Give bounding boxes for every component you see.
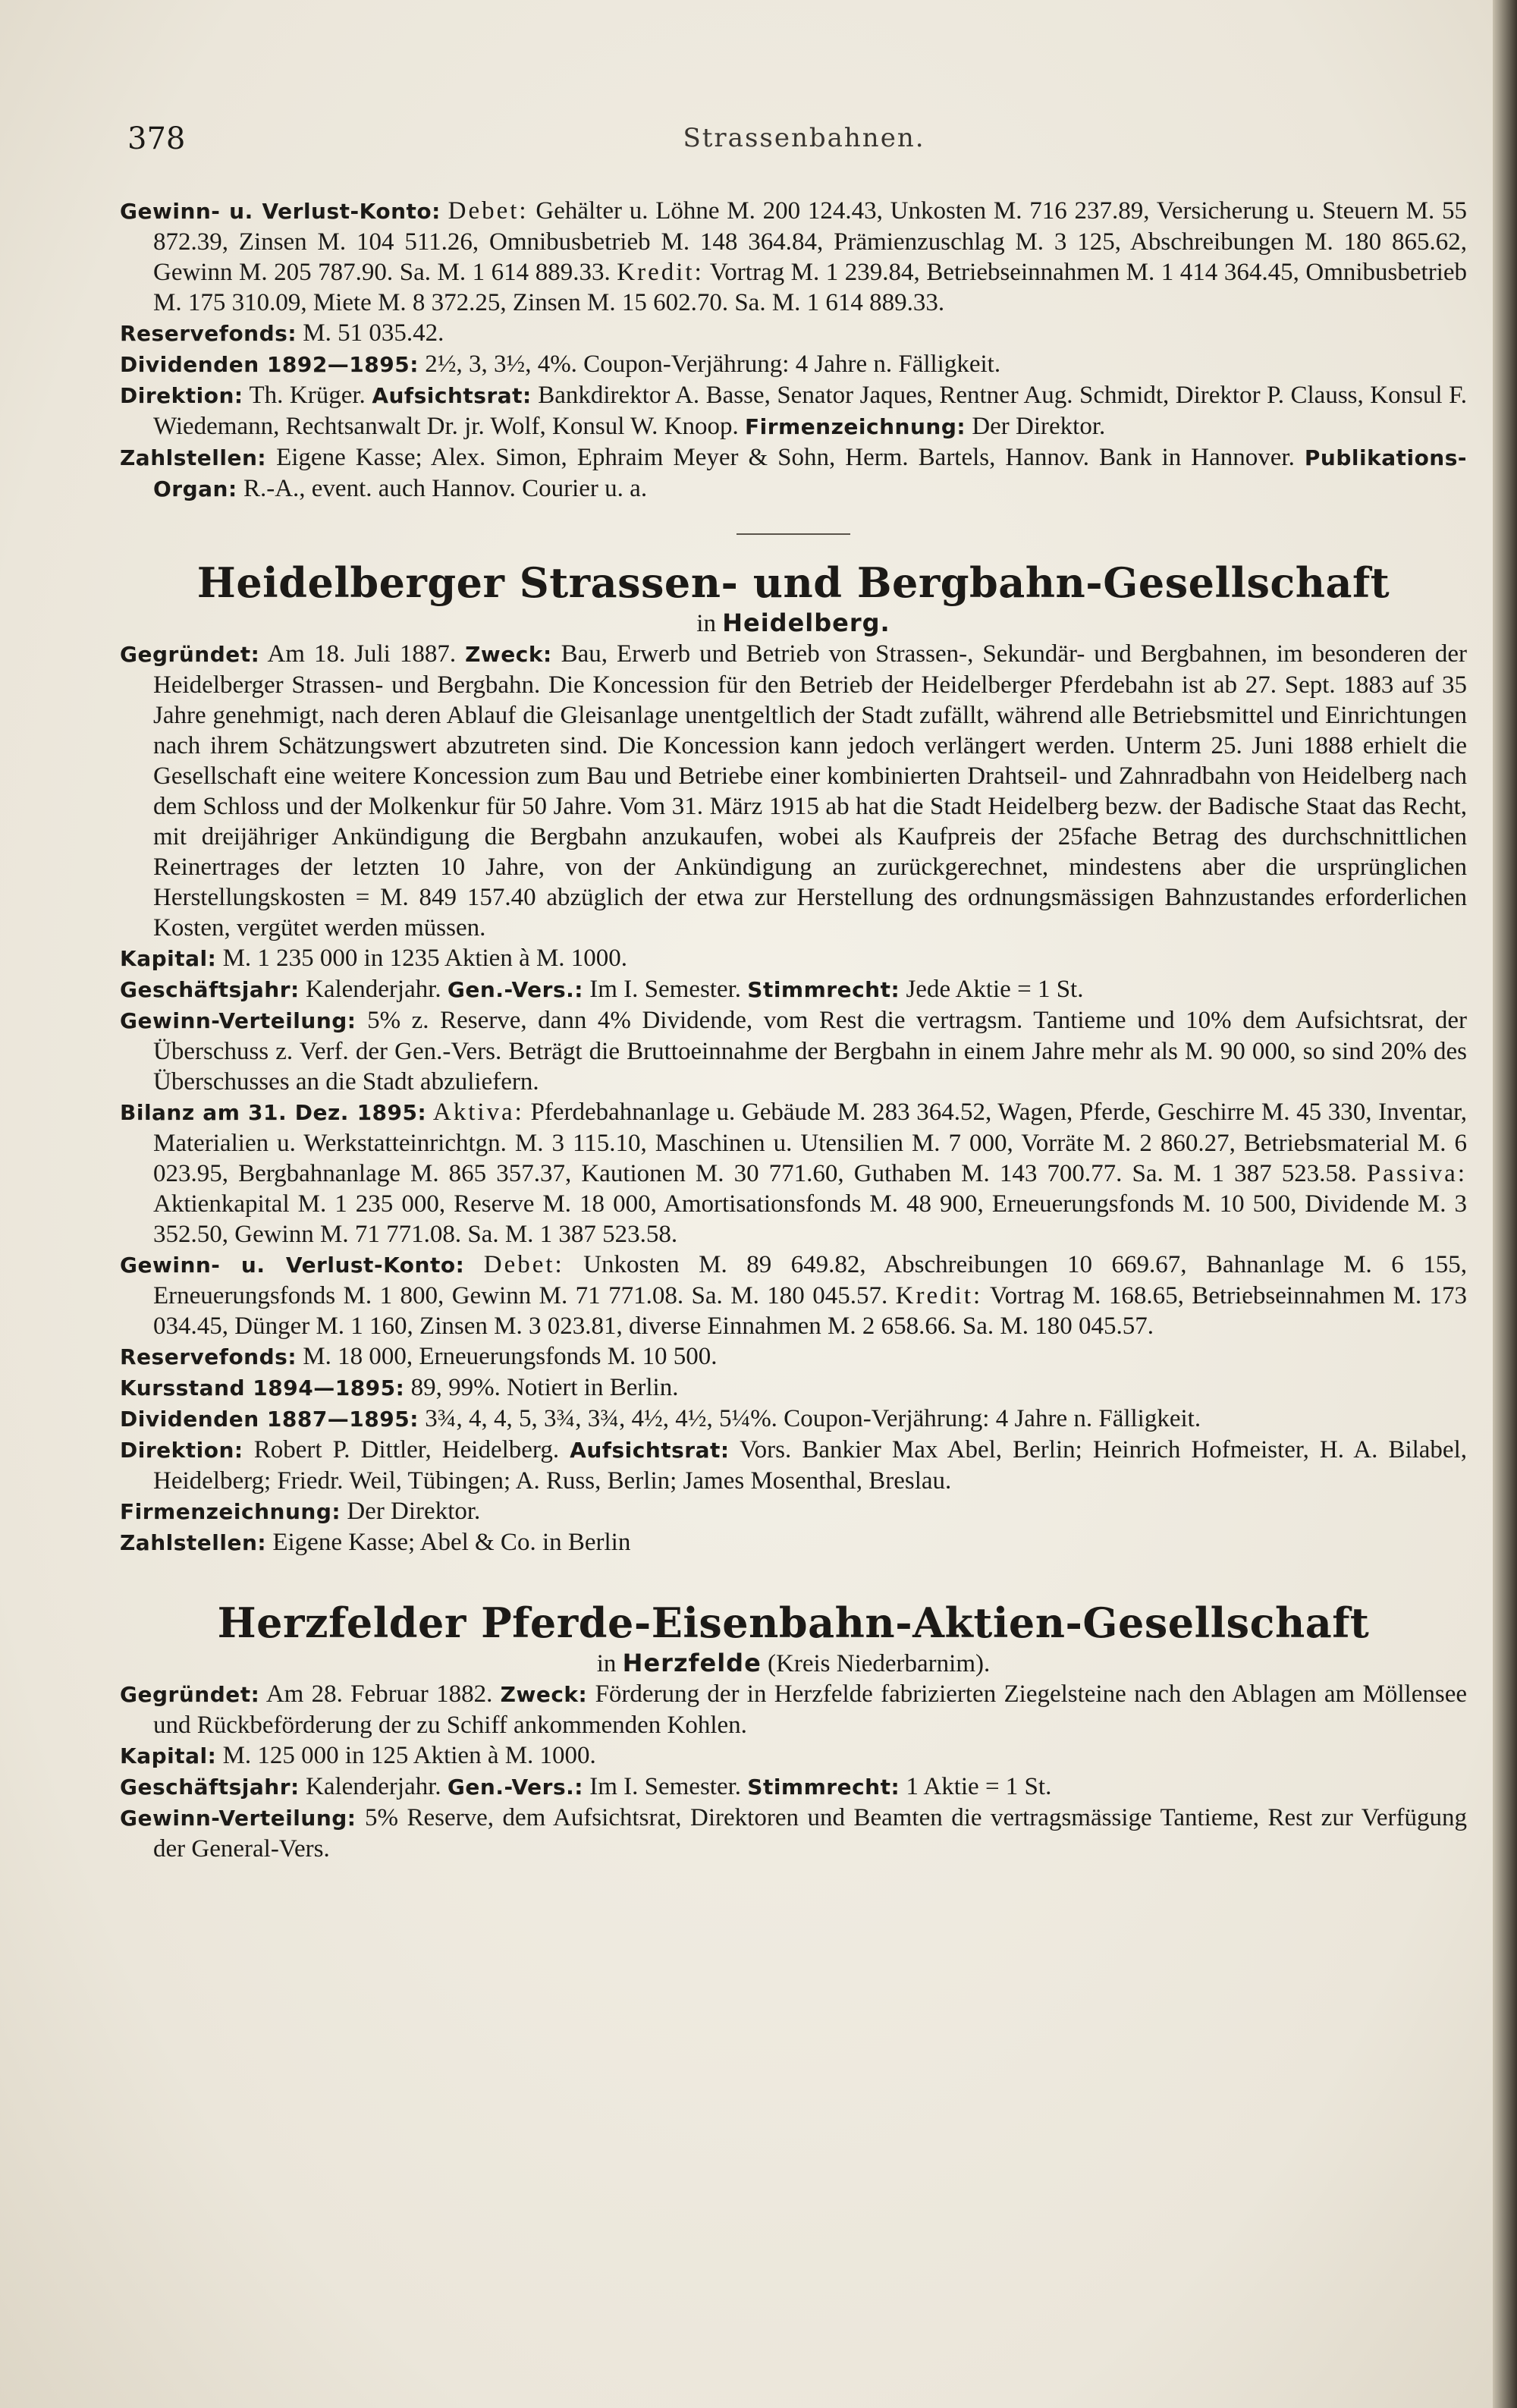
entry-label: Stimmrecht: bbox=[747, 1775, 900, 1800]
entry-label: Firmenzeichnung: bbox=[744, 414, 966, 439]
dividends bbox=[120, 1404, 1467, 1435]
credit-label: Kredit: bbox=[617, 259, 704, 286]
running-title: Strassenbahnen. bbox=[683, 123, 925, 153]
profit-loss-account bbox=[120, 196, 1467, 318]
board bbox=[120, 1435, 1467, 1496]
entry-label: Aufsichtsrat: bbox=[372, 383, 532, 408]
paying-agents bbox=[120, 1527, 1467, 1558]
entry-text: Vors. Bankier Max Abel, Berlin; Heinrich Hofmeister, H. A. Bilabel, Heidelberg; Friedr. Weil, Tübingen; A. Russ, Berlin; James Mosenthal, Breslau. bbox=[153, 1436, 1468, 1495]
assets-label: Aktiva: bbox=[432, 1099, 524, 1126]
entry-label: Bilanz am 31. Dez. 1895: bbox=[120, 1100, 427, 1125]
entry-text: 3¾, 4, 4, 5, 3¾, 3¾, 4½, 4½, 5¼%. Coupon-Verjährung: 4 Jahre n. Fälligkeit. bbox=[425, 1405, 1201, 1432]
debit-label: Debet: bbox=[448, 197, 529, 225]
entry-text: Jede Aktie = 1 St. bbox=[906, 976, 1084, 1003]
book-spine-shadow bbox=[1493, 0, 1517, 2408]
balance-sheet bbox=[120, 1097, 1467, 1250]
entry-label: Dividenden 1892—1895: bbox=[120, 352, 419, 377]
entry-label: Gegründet: bbox=[120, 1682, 260, 1707]
entry-text: Der Direktor. bbox=[972, 413, 1106, 440]
entry-label: Dividenden 1887—1895: bbox=[120, 1407, 419, 1432]
entry-text: Am 28. Februar 1882. bbox=[265, 1680, 493, 1708]
entry-label: Zweck: bbox=[500, 1682, 588, 1707]
entry-text: Förderung der in Herzfelde fabrizierten Ziegelsteine nach den Ablagen am Möllensee und Rückbeförderung der zu Schiff ankommenden Kohlen. bbox=[153, 1680, 1467, 1739]
entry-text: Pferdebahnanlage u. Gebäude M. 283 364.52, Wagen, Pferde, Geschirre M. 45 330, Inventar, Materialien u. Werkstatteinrichtgn. M. 3 115.10, Maschinen u. Utensilien M. 7 000, Vorräte M. 2 860.27, Betriebsmaterial M. 6 023.95, Bergbahnanlage M. 865 357.37, Kautionen M. 30 771.60, Guthaben M. 143 700.77. Sa. M. 1 387 523.58. bbox=[153, 1099, 1468, 1187]
entry-label: Kursstand 1894—1895: bbox=[120, 1375, 405, 1400]
founding-and-purpose bbox=[120, 639, 1467, 943]
entry-text: 5% Reserve, dem Aufsichtsrat, Direktoren und Beamten die vertragsmässige Tantieme, Rest zur Verfügung der General-Vers. bbox=[153, 1804, 1468, 1863]
fiscal-year bbox=[120, 974, 1467, 1005]
entry-text: 89, 99%. Notiert in Berlin. bbox=[410, 1374, 679, 1401]
entry-label: Reservefonds: bbox=[120, 1344, 297, 1369]
entry-label: Gen.-Vers.: bbox=[447, 1775, 583, 1800]
entry-text: Eigene Kasse; Abel & Co. in Berlin bbox=[272, 1529, 631, 1556]
entry-label: Direktion: bbox=[120, 383, 243, 408]
entry-text: Der Direktor. bbox=[347, 1498, 481, 1525]
paying-agents bbox=[120, 442, 1467, 505]
running-head bbox=[127, 121, 1481, 167]
location-suffix: (Kreis Niederbarnim). bbox=[768, 1650, 991, 1677]
entry-label: Publikations-Organ: bbox=[153, 445, 1468, 501]
entry-text: Am 18. Juli 1887. bbox=[267, 640, 457, 668]
entry-text: M. 125 000 in 125 Aktien à M. 1000. bbox=[222, 1742, 596, 1769]
entry-label: Zweck: bbox=[465, 642, 552, 667]
entry-label: Gegründet: bbox=[120, 642, 260, 667]
board bbox=[120, 380, 1467, 442]
debit-label: Debet: bbox=[483, 1251, 564, 1278]
entry-text: Unkosten M. 89 649.82, Abschreibungen 10 669.67, Bahnanlage M. 6 155, Erneuerungsfonds M. 1 800, Gewinn M. 71 771.08. Sa. M. 180 045.57. bbox=[153, 1251, 1467, 1309]
entry-text: 2½, 3, 3½, 4%. Coupon-Verjährung: 4 Jahre n. Fälligkeit. bbox=[425, 351, 1001, 378]
entry-label: Geschäftsjahr: bbox=[120, 1775, 300, 1800]
reserve-fund bbox=[120, 318, 1467, 349]
liabilities-label: Passiva: bbox=[1366, 1160, 1467, 1187]
entry-label: Gewinn-Verteilung: bbox=[120, 1008, 356, 1033]
reserve-fund bbox=[120, 1341, 1467, 1372]
page-number: 378 bbox=[127, 121, 186, 156]
entry-text: M. 18 000, Erneuerungsfonds M. 10 500. bbox=[303, 1343, 718, 1370]
entry-label: Aufsichtsrat: bbox=[570, 1438, 730, 1463]
entry-text: Gehälter u. Löhne M. 200 124.43, Unkosten M. 716 237.89, Versicherung u. Steuern M. 55 872.39, Zinsen M. 104 511.26, Omnibusbetrieb M. 148 364.84, Prämienzuschlag M. 3 125, Abschreibungen M. 180 865.62, Gewinn M. 205 787.90. Sa. M. 1 614 889.33. bbox=[153, 197, 1468, 286]
capital bbox=[120, 1740, 1467, 1771]
entry-label: Gen.-Vers.: bbox=[447, 977, 583, 1002]
entry-label: Kapital: bbox=[120, 946, 217, 971]
entry-text: Eigene Kasse; Alex. Simon, Ephraim Meyer & Sohn, Herm. Bartels, Hannov. Bank in Hannover. bbox=[276, 444, 1295, 471]
dividends bbox=[120, 349, 1467, 380]
entry-label: Gewinn- u. Verlust-Konto: bbox=[120, 199, 441, 224]
entry-text: Robert P. Dittler, Heidelberg. bbox=[253, 1436, 560, 1463]
entry-text: Im I. Semester. bbox=[589, 1773, 742, 1800]
entry-label: Kapital: bbox=[120, 1743, 217, 1768]
entry-text: M. 51 035.42. bbox=[303, 319, 444, 347]
fiscal-year bbox=[120, 1771, 1467, 1803]
credit-label: Kredit: bbox=[895, 1282, 983, 1309]
company-title: Herzfelder Pferde-Eisenbahn-Aktien-Gesellschaft bbox=[217, 1599, 1370, 1647]
company-location bbox=[120, 608, 1467, 639]
entry-text: 1 Aktie = 1 St. bbox=[906, 1773, 1052, 1800]
entry-label: Gewinn-Verteilung: bbox=[120, 1806, 356, 1831]
entry-text: Bau, Erwerb und Betrieb von Strassen-, Sekundär- und Bergbahnen, im besonderen der Heidelberger Strassen- und Bergbahn. Die Koncession für den Betrieb der Heidelberger Pferdebahn ist ab 27. Sept. 1883 auf 35 Jahre genehmigt, nach deren Ablauf die Gleisanlage unentgeltlich der Stadt zufällt, während alle Betriebsmittel und Einrichtungen nach ihrem Schätzungswert abzutreten sind. Die Koncession kann jedoch verlängert werden. Unterm 25. Juni 1888 erhielt die Gesellschaft eine weitere Koncession zum Bau und Betriebe einer kombinierten Drahtseil- und Zahnradbahn von Heidelberg nach dem Schloss und der Molkenkur für 50 Jahre. Vom 31. März 1915 ab hat die Stadt Heidelberg bezw. der Badische Staat das Recht, mit dreijähriger Ankündigung die Bergbahn anzukaufen, wobei als Kaufpreis der 25fache Betrag des durchschnittlichen Reinertrages der letzten 10 Jahre, von der Ankündigung an zurückgerechnet, mindestens aber die ursprünglichen Herstellungskosten = M. 849 157.40 abzüglich der etwa zur Herstellung des ordnungsmässigen Bahnzustandes erforderlichen Kosten, vergütet werden müssen. bbox=[153, 640, 1468, 942]
entry-label: Geschäftsjahr: bbox=[120, 977, 300, 1002]
capital bbox=[120, 943, 1467, 974]
entry-text: Bankdirektor A. Basse, Senator Jaques, Rentner Aug. Schmidt, Direktor P. Clauss, Konsul F. Wiedemann, Rechtsanwalt Dr. jr. Wolf, Konsul W. Knoop. bbox=[153, 382, 1468, 440]
signature-rule bbox=[120, 1496, 1467, 1527]
company-location bbox=[120, 1648, 1467, 1679]
entry-text: Kalenderjahr. bbox=[305, 976, 441, 1003]
location-name: Heidelberg. bbox=[722, 608, 890, 637]
entry-text: M. 1 235 000 in 1235 Aktien à M. 1000. bbox=[222, 945, 628, 972]
entry-text: R.-A., event. auch Hannov. Courier u. a. bbox=[243, 475, 648, 502]
entry-label: Zahlstellen: bbox=[120, 445, 267, 470]
share-price bbox=[120, 1372, 1467, 1404]
entry-text: Kalenderjahr. bbox=[305, 1773, 441, 1800]
page-content bbox=[120, 196, 1467, 1864]
entry-label: Gewinn- u. Verlust-Konto: bbox=[120, 1253, 465, 1278]
entry-label: Firmenzeichnung: bbox=[120, 1499, 341, 1524]
entry-label: Reservefonds: bbox=[120, 321, 297, 346]
section-divider bbox=[737, 533, 850, 535]
entry-text: Th. Krüger. bbox=[249, 382, 366, 409]
entry-text: Aktienkapital M. 1 235 000, Reserve M. 18 000, Amortisationsfonds M. 48 900, Erneuerungsfonds M. 10 500, Dividende M. 3 352.50, Gewinn M. 71 771.08. Sa. M. 1 387 523.58. bbox=[153, 1190, 1467, 1248]
profit-loss-account bbox=[120, 1250, 1467, 1341]
entry-text: Im I. Semester. bbox=[589, 976, 742, 1003]
location-prefix: in bbox=[696, 610, 716, 637]
company-title: Heidelberger Strassen- und Bergbahn-Gesellschaft bbox=[196, 558, 1390, 607]
entry-text: Vortrag M. 1 239.84, Betriebseinnahmen M. 1 414 364.45, Omnibusbetrieb M. 175 310.09, Miete M. 8 372.25, Zinsen M. 15 602.70. Sa. M. 1 614 889.33. bbox=[153, 259, 1468, 316]
entry-text: Vortrag M. 168.65, Betriebseinnahmen M. 173 034.45, Dünger M. 1 160, Zinsen M. 3 023.81, diverse Einnahmen M. 2 658.66. Sa. M. 180 045.57. bbox=[153, 1282, 1468, 1340]
entry-label: Zahlstellen: bbox=[120, 1530, 267, 1555]
founding-and-purpose bbox=[120, 1679, 1467, 1740]
location-name: Herzfelde bbox=[622, 1649, 762, 1677]
location-prefix: in bbox=[596, 1650, 617, 1677]
entry-label: Stimmrecht: bbox=[747, 977, 900, 1002]
entry-text: 5% z. Reserve, dann 4% Dividende, vom Rest die vertragsm. Tantieme und 10% dem Aufsichtsrat, der Überschuss z. Verf. der Gen.-Vers. Beträgt die Bruttoeinnahme der Bergbahn in einem Jahre mehr als M. 90 000, so sind 20% des Überschusses an die Stadt abzuliefern. bbox=[153, 1007, 1467, 1096]
entry-label: Direktion: bbox=[120, 1438, 243, 1463]
profit-distribution bbox=[120, 1803, 1467, 1864]
profit-distribution bbox=[120, 1005, 1467, 1097]
